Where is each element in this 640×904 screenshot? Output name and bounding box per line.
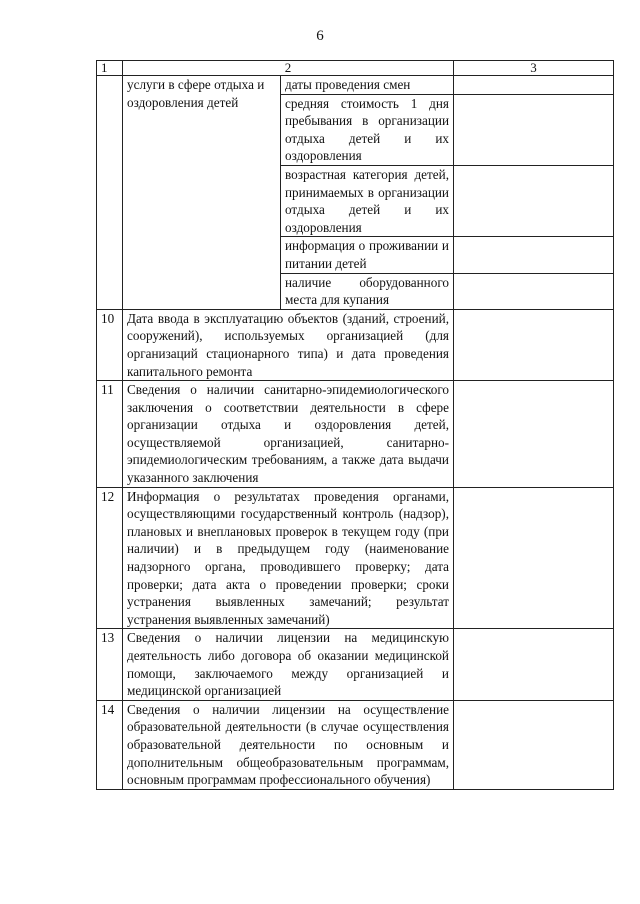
value-cell [454,76,614,95]
header-col-3: 3 [454,61,614,76]
row-text: Сведения о наличии санитарно-эпидемиологического заключения о соответствии деятельности в сфере организации отдыха и оздоровления детей, осуществляемой организацией, санитарно-эпидемиологическим требованиям, а также дата выдачи указанного заключения [123,381,454,488]
row-number: 11 [97,381,123,488]
header-col-2: 2 [123,61,454,76]
row-number: 13 [97,629,123,700]
continuation-row [97,76,614,95]
subitem-cell: наличие оборудованного места для купания [281,273,454,309]
continuation-num-cell [97,76,123,310]
row-text: Дата ввода в эксплуатацию объектов (зданий, строений, сооружений), используемых организацией (для организаций стационарного типа) и дата проведения капитального ремонта [123,309,454,380]
table-row [97,700,614,789]
value-cell [454,165,614,236]
table-row [97,629,614,700]
table-row [97,381,614,488]
value-cell [454,629,614,700]
subitem-cell: даты проведения смен [281,76,454,95]
subitem-cell: информация о проживании и питании детей [281,237,454,273]
row-text: Сведения о наличии лицензии на медицинскую деятельность либо договора об оказании медицинской помощи, заключаемого между организацией и медицинской организацией [123,629,454,700]
row-text: Сведения о наличии лицензии на осуществление образовательной деятельности (в случае осуществления образовательной деятельности по основным и дополнительным общеобразовательным программам, основным программам профессионального обучения) [123,700,454,789]
row-number: 10 [97,309,123,380]
value-cell [454,309,614,380]
subitem-cell: возрастная категория детей, принимаемых в организации отдыха детей и их оздоровления [281,165,454,236]
continuation-label: услуги в сфере отдыха и оздоровления детей [123,76,281,310]
header-row [97,61,614,76]
row-text: Информация о результатах проведения органами, осуществляющими государственный контроль (надзор), плановых и внеплановых проверок в текущем году (при наличии) и в предыдущем году (наименование надзорного органа, проводившего проверку; дата проверки; дата акта о проведении проверки; сроки устранения выявленных замечаний; результат устранения выявленных замечаний) [123,487,454,629]
value-cell [454,273,614,309]
row-number: 14 [97,700,123,789]
value-cell [454,700,614,789]
value-cell [454,237,614,273]
value-cell [454,381,614,488]
subitem-cell: средняя стоимость 1 дня пребывания в организации отдыха детей и их оздоровления [281,94,454,165]
value-cell [454,487,614,629]
page-number: 6 [316,28,324,44]
value-cell [454,94,614,165]
header-col-1: 1 [97,61,123,76]
table-row [97,309,614,380]
row-number: 12 [97,487,123,629]
data-table [96,60,614,790]
table-row [97,487,614,629]
